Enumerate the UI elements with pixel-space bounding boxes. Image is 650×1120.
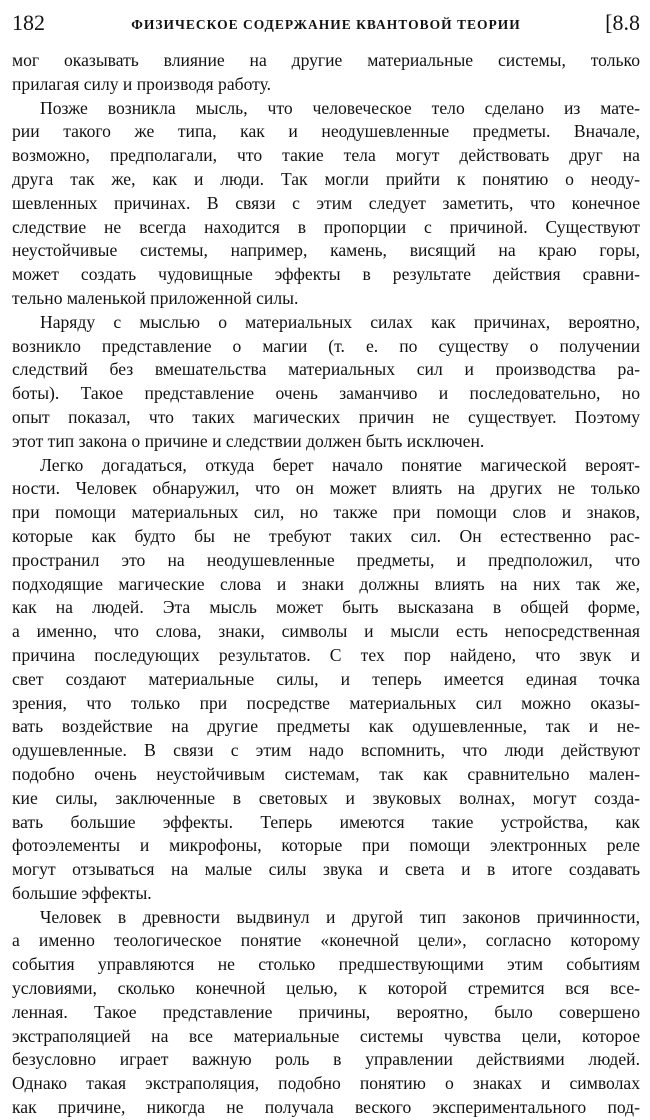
book-page (12, 8, 640, 1120)
page-number: 182 (12, 10, 45, 35)
running-title: ФИЗИЧЕСКОЕ СОДЕРЖАНИЕ КВАНТОВОЙ ТЕОРИИ (131, 17, 521, 32)
text-line: зрения, что только при посредстве материальных сил можно оказы- (12, 692, 640, 713)
text-line: следствие не всегда находится в пропорции с причиной. Существуют (12, 216, 640, 237)
text-line: следствий без вмешательства материальных сил и производства ра- (12, 359, 640, 380)
text-line: Легко догадаться, откуда берет начало понятие магической вероят- (40, 454, 640, 475)
text-line: пространил это на неодушевленные предметы, и предположил, что (12, 549, 640, 570)
text-line: причина последующих результатов. С тех пор найдено, что звук и (12, 644, 640, 665)
paragraph-5 (12, 906, 640, 1120)
text-line: друга так же, как и люди. Так могли прийти к понятию о неоду- (12, 168, 640, 189)
text-line: этот тип закона о причине и следствии должен быть исключен. (12, 430, 485, 451)
text-line: события управляются не столько предшествующими этим событиям (12, 954, 640, 975)
text-line: а именно теологическое понятие «конечной цели», согласно которому (12, 930, 640, 951)
text-line: ности. Человек обнаружил, что он может влиять на других не только (12, 478, 640, 499)
text-line: могут отзываться на малые силы звука и света и в итоге создавать (12, 859, 640, 880)
text-line: как на людей. Эта мысль может быть высказана в общей форме, (12, 597, 640, 618)
text-line: большие эффекты. (12, 882, 152, 903)
text-line: подобно очень неустойчивым системам, так как сравнительно мален- (12, 763, 640, 784)
text-line: условиями, сколько конечной целью, к которой стремится вся все- (12, 978, 640, 999)
text-line: возможно, предполагали, что такие тела могут действовать друг на (12, 145, 640, 166)
text-line: неустойчивые системы, например, камень, висящий на краю горы, (12, 240, 640, 261)
text-line: возникло представление о магии (т. е. по существу о получении (12, 335, 640, 356)
text-line: шевленных причинах. В связи с этим следует заметить, что конечное (12, 192, 640, 213)
text-line: которые как будто бы не требуют таких сил. Он естественно рас- (12, 525, 640, 546)
running-head (12, 8, 640, 48)
text-line: свет создают материальные силы, и теперь имеется единая точка (12, 668, 640, 689)
text-line: ленная. Такое представление причины, вероятно, было совершено (12, 1001, 640, 1022)
text-line: при помощи материальных сил, но также при помощи слов и знаков, (12, 502, 640, 523)
text-line: подходящие магические слова и знаки должны влиять на них так же, (12, 573, 640, 594)
text-line: а именно, что слова, знаки, символы и мысли есть непосредственная (12, 621, 640, 642)
text-line: как причине, никогда не получала веского экспериментального под- (12, 1097, 640, 1118)
text-line: Однако такая экстраполяция, подобно понятию о знаках и символах (12, 1073, 640, 1094)
text-line: боты). Такое представление очень заманчиво и последовательно, но (12, 383, 640, 404)
paragraph-3 (12, 311, 640, 454)
text-line: тельно маленькой приложенной силы. (12, 287, 299, 308)
text-line: вать воздействие на другие предметы как одушевленные, так и не- (12, 716, 640, 737)
text-line: может создать чудовищные эффекты в результате действия сравни- (12, 264, 640, 285)
text-line: безусловно играет важную роль в управлении действиями людей. (12, 1049, 640, 1070)
paragraph-1 (12, 49, 640, 97)
text-line: одушевленные. В связи с этим надо вспомнить, что люди действуют (12, 740, 640, 761)
paragraph-2 (12, 97, 640, 311)
body-text (12, 49, 640, 1120)
text-line: экстраполяцией на все материальные системы чувства цели, которое (12, 1025, 640, 1046)
text-line: Наряду с мыслью о материальных силах как причинах, вероятно, (40, 311, 640, 332)
text-line: опыт показал, что таких магических причин не существует. Поэтому (12, 406, 640, 427)
text-line: прилагая силу и производя работу. (12, 73, 272, 94)
text-line: вать большие эффекты. Теперь имеются такие устройства, как (12, 811, 640, 832)
text-line: Позже возникла мысль, что человеческое тело сделано из мате- (40, 97, 640, 118)
section-reference: [8.8 (605, 10, 640, 35)
text-line: рии такого же типа, как и неодушевленные предметы. Вначале, (12, 121, 640, 142)
text-line: мог оказывать влияние на другие материальные системы, только (12, 50, 640, 70)
text-line: Человек в древности выдвинул и другой тип законов причинности, (40, 906, 640, 927)
text-line: кие силы, заключенные в световых и звуковых волнах, могут созда- (12, 787, 640, 808)
text-line: фотоэлементы и микрофоны, которые при помощи электронных реле (12, 835, 640, 856)
paragraph-4 (12, 454, 640, 906)
